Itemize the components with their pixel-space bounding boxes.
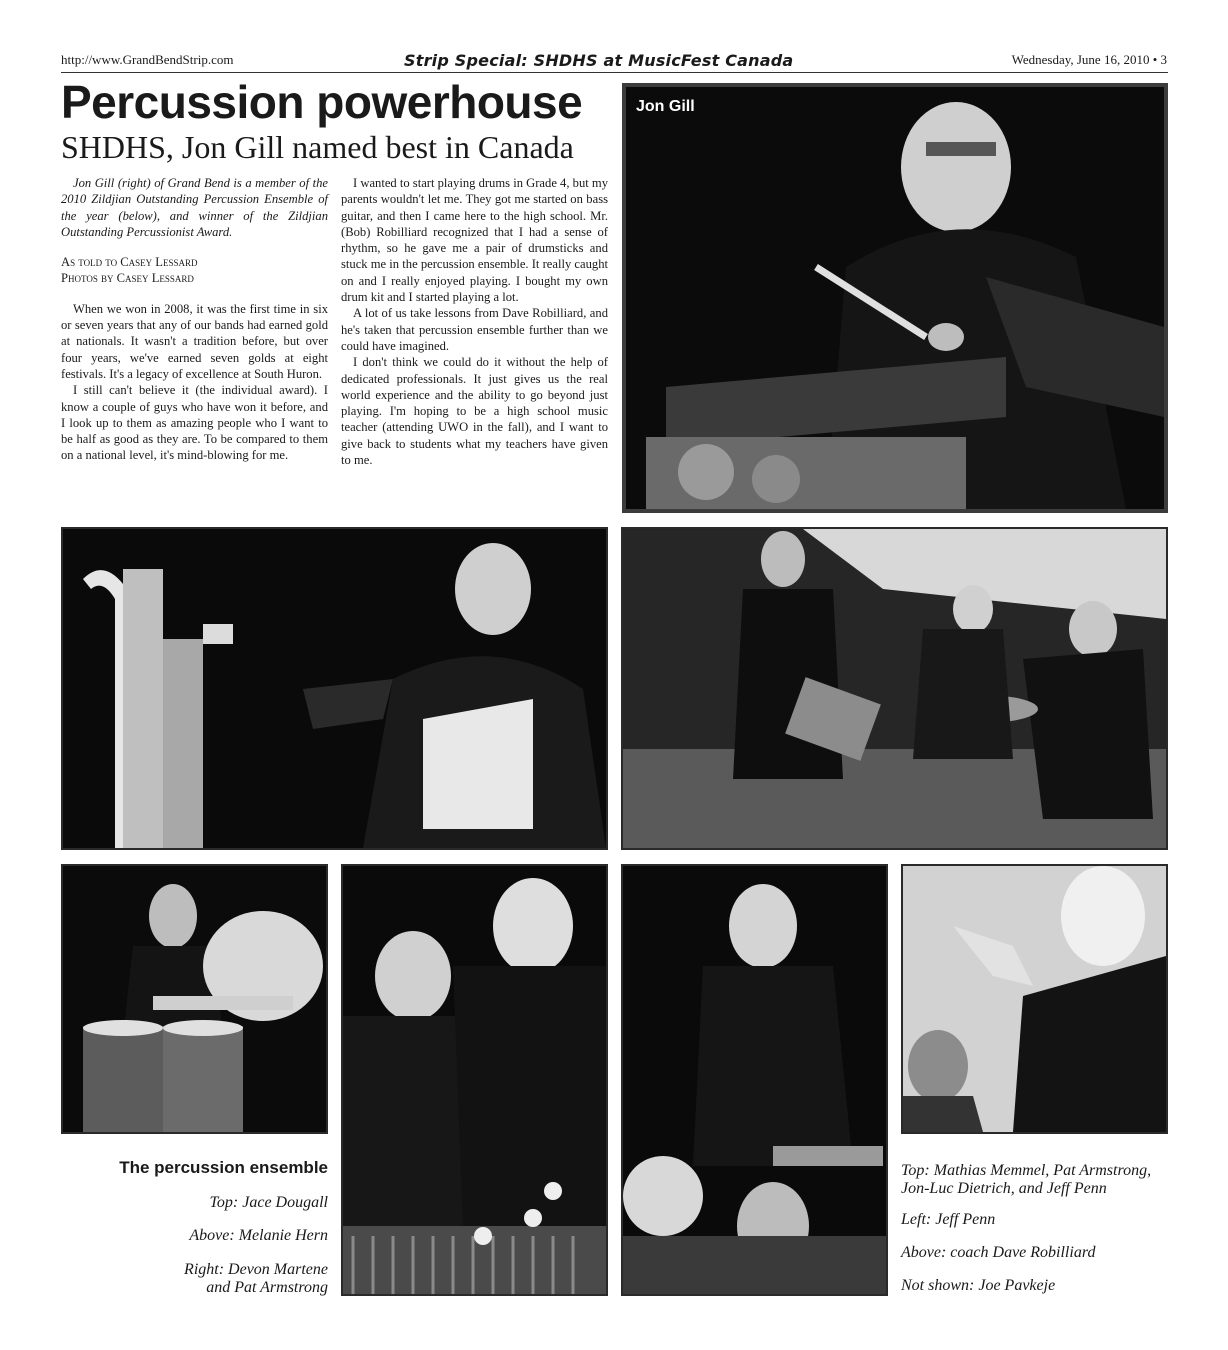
photo-jeff-image: [623, 866, 886, 1294]
paragraph: I don't think we could do it without the help of dedicated professionals. It just gives us the real world experience and the ability to go beyond just playing. I'm hoping to be a high school music teacher (attending UWO in the fall), and I want to give back to students what my teachers have given to me.: [341, 355, 608, 468]
photo-jon-gill-image: [626, 87, 1164, 509]
caption-not-shown: Not shown: Joe Pavkeje: [901, 1277, 1056, 1294]
byline-told: As told to Casey Lessard: [61, 255, 198, 270]
photo-chimes-image: [63, 529, 606, 848]
photo-marimba-players: [341, 864, 608, 1296]
byline-photos: Photos by Casey Lessard: [61, 271, 194, 286]
photo-jon-gill: [622, 83, 1168, 513]
photo-group-image: [623, 529, 1166, 848]
photo-coach-image: [903, 866, 1166, 1132]
header-divider: [61, 72, 1168, 73]
paragraph: When we won in 2008, it was the first time in six or seven years that any of our bands had earned gold at nationals. It wasn't a tradition before, but over four years, we've earned seven golds at eight festivals. It's a legacy of excellence at South Huron.: [61, 301, 328, 381]
caption-right-line2: and Pat Armstrong: [206, 1279, 328, 1296]
site-url[interactable]: http://www.GrandBendStrip.com: [61, 52, 234, 67]
paragraph: I still can't believe it (the individual award). I know a couple of guys who have won it before, and I look up to them as amazing people who I want to be half as good as they are. To be compared to them on a national level, it's mind-blowing for me.: [61, 383, 328, 463]
photo-coach-robilliard: [901, 864, 1168, 1134]
photo-melanie-hern: [61, 864, 328, 1134]
article-column-2: [341, 175, 608, 468]
subheadline: SHDHS, Jon Gill named best in Canada: [61, 129, 574, 165]
issue-date: Wednesday, June 16, 2010 • 3: [1011, 52, 1167, 67]
photo-jeff-penn: [621, 864, 888, 1296]
photo-marimba-image: [343, 866, 606, 1294]
ensemble-caption-title: The percussion ensemble: [119, 1158, 328, 1177]
photo-chimes-player: [61, 527, 608, 850]
photo-ensemble-group: [621, 527, 1168, 850]
caption-top-right-line1: Top: Mathias Memmel, Pat Armstrong,: [901, 1162, 1152, 1179]
caption-top-left: Top: Jace Dougall: [209, 1194, 328, 1211]
caption-above-left: Above: Melanie Hern: [189, 1227, 328, 1244]
caption-above-coach: Above: coach Dave Robilliard: [901, 1244, 1096, 1261]
article-column-1: [61, 175, 328, 464]
photo-melanie-image: [63, 866, 326, 1132]
section-title: Strip Special: SHDHS at MusicFest Canada: [404, 51, 794, 70]
intro-text: Jon Gill (right) of Grand Bend is a member of the 2010 Zildjian Outstanding Percussion Ensemble of the year (below), and winner of the Zildjian Outstanding Percussionist Award.: [61, 176, 328, 239]
headline: Percussion powerhouse: [61, 76, 583, 128]
byline: [61, 254, 328, 287]
caption-right-line1: Right: Devon Martene: [184, 1261, 328, 1278]
paragraph: A lot of us take lessons from Dave Robilliard, and he's taken that percussion ensemble further than we could have imagined.: [341, 306, 608, 353]
caption-left-jeff: Left: Jeff Penn: [901, 1211, 996, 1228]
photo-jon-gill-label: Jon Gill: [636, 98, 695, 115]
caption-top-right-line2: Jon-Luc Dietrich, and Jeff Penn: [901, 1180, 1107, 1197]
paragraph: I wanted to start playing drums in Grade 4, but my parents wouldn't let me. They got me started on bass guitar, and then I came here to the high school. Mr. (Bob) Robilliard recognized that I had a sense of rhythm, so he gave me a pair of drumsticks and stuck me in the percussion ensemble. It really caught on and I really enjoyed playing. I bought my own drum kit and I started playing a lot.: [341, 176, 608, 305]
